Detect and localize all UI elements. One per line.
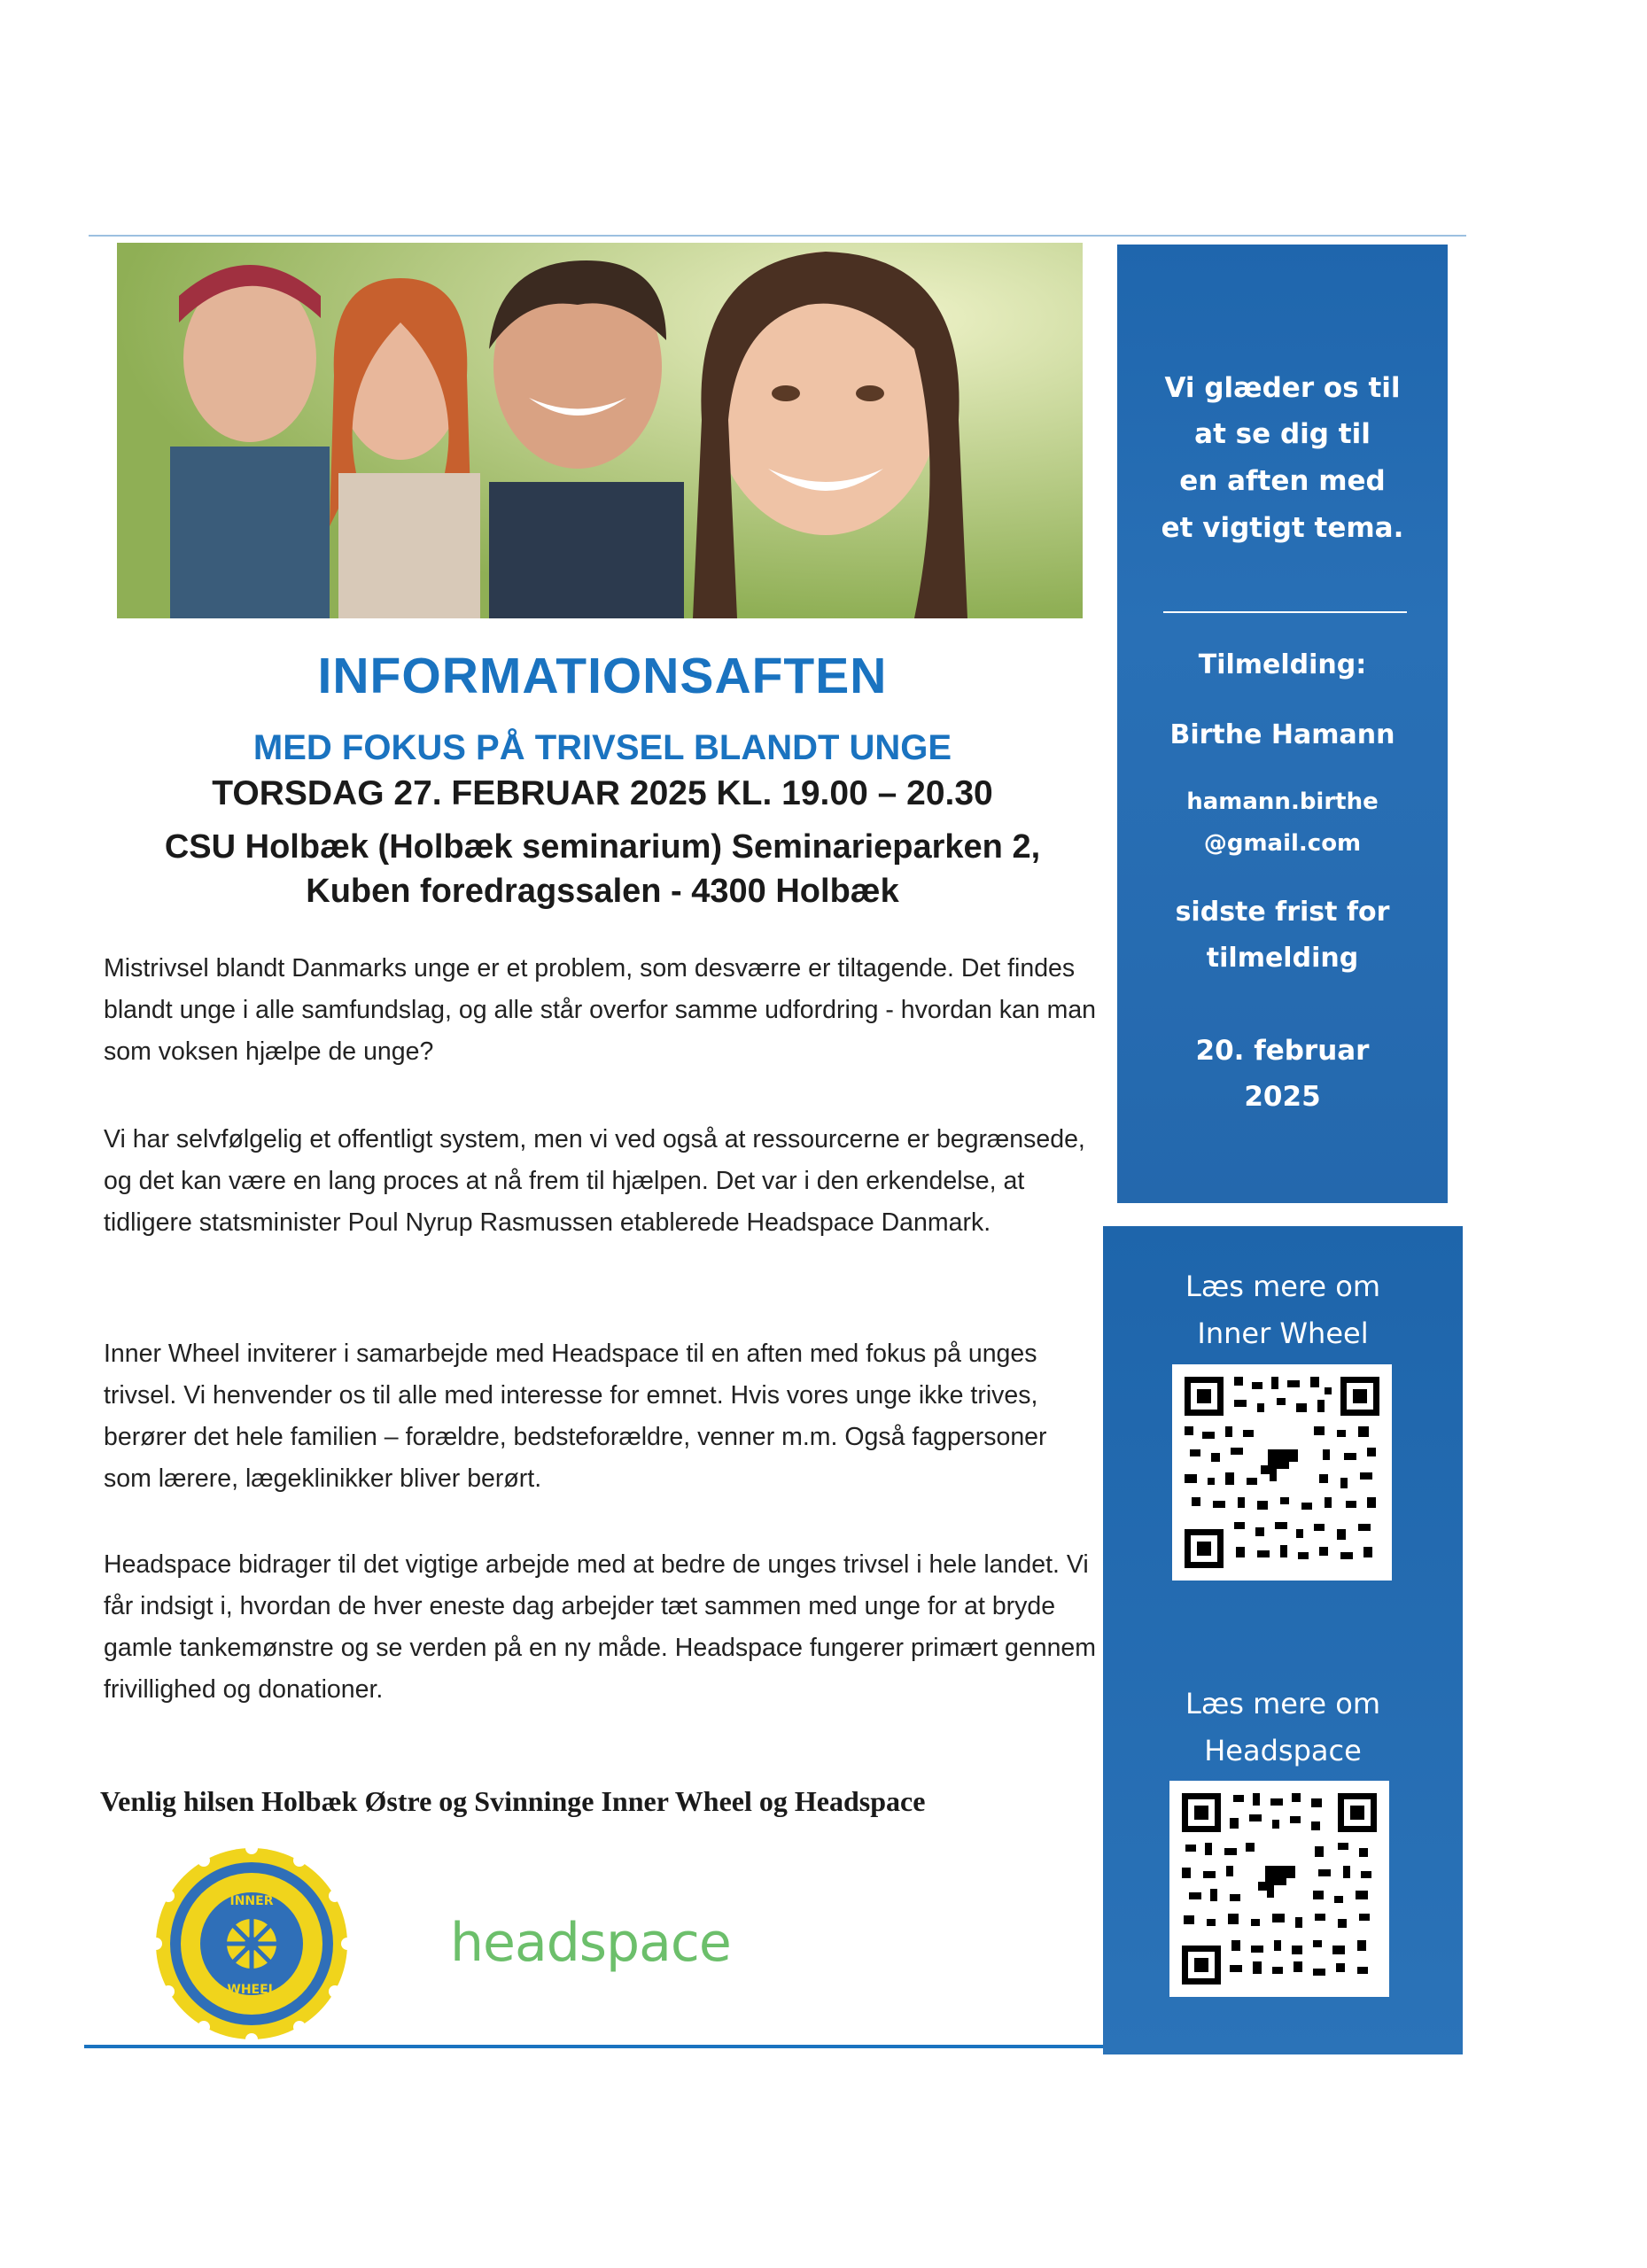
top-rule — [89, 235, 1466, 237]
body-paragraph: Headspace bidrager til det vigtige arbejde med at bedre de unges trivsel i hele landet. Vi får indsigt i, hvordan de hver eneste dag arbejder tæt sammen med unge for at bryde gamle tankemønstre og se verden på en ny måde. Headspace fungerer primært gennem frivillighed og donationer. — [104, 1550, 1097, 1704]
inner-wheel-qr-code[interactable] — [1172, 1364, 1392, 1581]
sidebar-intro-line: Vi glæder os til — [1164, 372, 1401, 404]
read-more-headspace: Læs mere om — [1185, 1687, 1380, 1720]
contact-name: Birthe Hamann — [1169, 719, 1395, 750]
sidebar-intro-line: at se dig til — [1194, 418, 1371, 450]
inner-wheel-logo-text: INNER — [229, 1894, 274, 1908]
page-subtitle: MED FOKUS PÅ TRIVSEL BLANDT UNGE — [252, 728, 952, 767]
signup-label: Tilmelding: — [1198, 649, 1367, 680]
headspace-qr-code[interactable] — [1169, 1781, 1389, 1997]
deadline-date: 20. februar — [1195, 1035, 1370, 1067]
event-date: TORSDAG 27. FEBRUAR 2025 KL. 19.00 – 20.30 — [212, 774, 993, 812]
deadline-date: 2025 — [1244, 1081, 1321, 1113]
bottom-rule — [84, 2045, 1103, 2048]
event-venue-line2: Kuben foredragssalen - 4300 Holbæk — [306, 873, 899, 910]
read-more-inner-wheel: Inner Wheel — [1197, 1317, 1369, 1350]
headspace-logo: headspace — [450, 1912, 731, 1974]
header-photo — [117, 243, 1083, 618]
deadline-label: tilmelding — [1206, 943, 1359, 974]
inner-wheel-logo-text: WHEEL — [227, 1983, 276, 1997]
body-paragraph: Inner Wheel inviterer i samarbejde med Headspace til en aften med fokus på unges trivsel. Vi henvender os til alle med interesse for emnet. Hvis vores unge ikke trives, berører det hele familien – forældre, bedsteforældre, venner m.m. Også fagpersoner som lærere, lægeklinikker bliver berørt. — [104, 1340, 1047, 1493]
body-paragraph: Vi har selvfølgelig et offentligt system, men vi ved også at ressourcerne er begrænsede, og det kan være en lang proces at nå frem til hjælpen. Det var i den erkendelse, at tidligere statsminister Poul Nyrup Rasmussen etablerede Headspace Danmark. — [104, 1125, 1085, 1237]
contact-email-line2: @gmail.com — [1203, 830, 1362, 857]
body-paragraph: Mistrivsel blandt Danmarks unge er et problem, som desværre er tiltagende. Det findes blandt unge i alle samfundslag, og alle står overfor samme udfordring - hvordan kan man som voksen hjælpe de unge? — [104, 954, 1097, 1066]
sidebar-intro-line: en aften med — [1179, 465, 1386, 497]
read-more-inner-wheel: Læs mere om — [1185, 1270, 1380, 1303]
deadline-label: sidste frist for — [1175, 897, 1390, 928]
contact-email-line1: hamann.birthe — [1186, 788, 1379, 815]
greeting: Venlig hilsen Holbæk Østre og Svinninge Inner Wheel og Headspace — [100, 1785, 926, 1817]
read-more-headspace: Headspace — [1204, 1734, 1362, 1767]
inner-wheel-logo — [149, 1841, 354, 2047]
sidebar-divider — [1163, 611, 1407, 613]
page-title: INFORMATIONSAFTEN — [317, 648, 888, 704]
sidebar-intro-line: et vigtigt tema. — [1161, 512, 1404, 544]
event-venue-line1: CSU Holbæk (Holbæk seminarium) Seminarieparken 2, — [164, 828, 1041, 866]
